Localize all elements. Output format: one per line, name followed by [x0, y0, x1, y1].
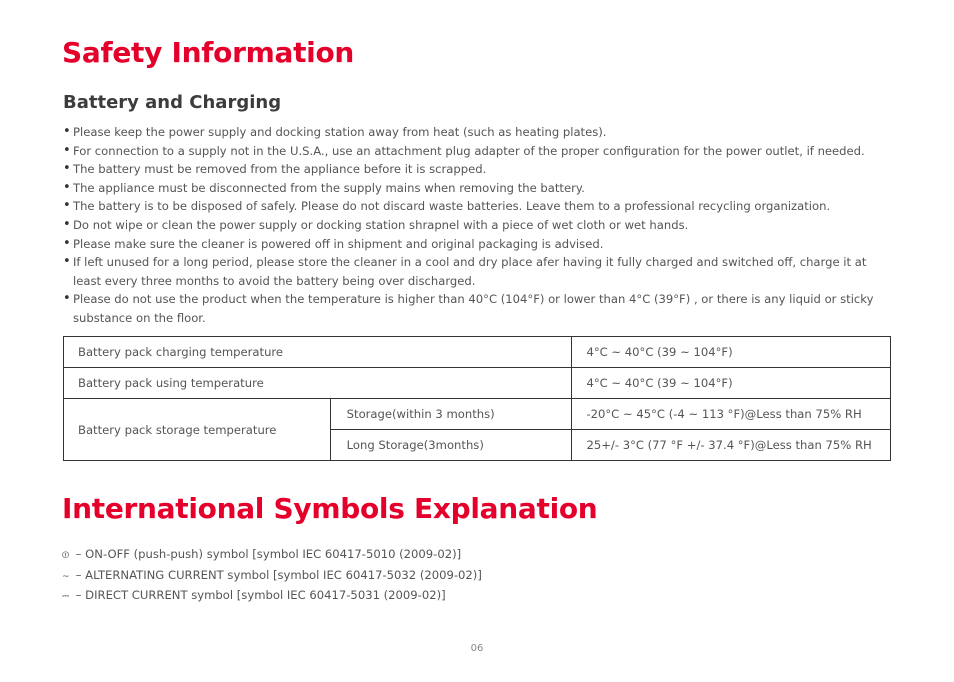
- table-cell-sublabel: Long Storage(3months): [330, 430, 572, 461]
- table-cell-value: 4°C ~ 40°C (39 ~ 104°F): [572, 368, 891, 399]
- bullet-icon: •: [63, 142, 71, 158]
- list-item: • Please make sure the cleaner is powered off in shipment and original packaging is advised.: [63, 235, 883, 254]
- safety-bullet-list: [63, 123, 883, 328]
- table-cell-label: Battery pack storage temperature: [64, 399, 331, 461]
- bullet-icon: •: [63, 124, 71, 139]
- symbols-list: [62, 545, 762, 607]
- table-cell-sublabel: Storage(within 3 months): [330, 399, 572, 430]
- list-item: ⏼ – ON-OFF (push-push) symbol [symbol IEC 60417-5010 (2009-02)]: [62, 545, 762, 566]
- list-item: • Please keep the power supply and docking station away from heat (such as heating plates).: [63, 123, 883, 142]
- table-cell-value: 4°C ~ 40°C (39 ~ 104°F): [572, 337, 891, 368]
- table-cell-label: Battery pack using temperature: [64, 368, 572, 399]
- bullet-icon: •: [63, 161, 71, 177]
- section-title-battery-charging: Battery and Charging: [63, 92, 282, 113]
- page-number: 06: [470, 643, 484, 654]
- bullet-icon: •: [63, 198, 71, 214]
- on-off-icon: ⏼: [62, 551, 70, 561]
- bullet-icon: •: [63, 216, 71, 232]
- section-title-symbols: International Symbols Explanation: [62, 492, 598, 525]
- list-item: • Do not wipe or clean the power supply or docking station shrapnel with a piece of wet cloth or wet hands.: [63, 216, 883, 235]
- table-row: [64, 337, 891, 368]
- list-item: ⎓ – DIRECT CURRENT symbol [symbol IEC 60417-5031 (2009-02)]: [62, 586, 762, 607]
- list-item: • The battery is to be disposed of safely. Please do not discard waste batteries. Leave them to a professional recycling organization.: [63, 197, 883, 216]
- bullet-icon: •: [63, 235, 71, 251]
- list-item: • The battery must be removed from the appliance before it is scrapped.: [63, 160, 883, 179]
- table-row: [64, 399, 891, 430]
- battery-temperature-table: [63, 336, 891, 461]
- list-item: • If left unused for a long period, please store the cleaner in a cool and dry place afer having it fully charged and switched off, charge it at least every three months to avoid the battery being over discharged.: [63, 254, 867, 288]
- table-cell-value: 25+/- 3°C (77 °F +/- 37.4 °F)@Less than 75% RH: [572, 430, 891, 461]
- table-cell-value: -20°C ~ 45°C (-4 ~ 113 °F)@Less than 75% RH: [572, 399, 891, 430]
- list-item: • For connection to a supply not in the U.S.A., use an attachment plug adapter of the proper configuration for the power outlet, if needed.: [63, 142, 883, 161]
- list-item: • The appliance must be disconnected from the supply mains when removing the battery.: [63, 179, 883, 198]
- table-cell-label: Battery pack charging temperature: [64, 337, 572, 368]
- table-row: [64, 368, 891, 399]
- bullet-icon: •: [63, 254, 71, 270]
- list-item: • Please do not use the product when the temperature is higher than 40°C (104°F) or lower than 4°C (39°F) , or there is any liquid or sticky substance on the floor.: [63, 291, 874, 325]
- dc-current-icon: ⎓: [62, 592, 70, 603]
- bullet-icon: •: [63, 291, 71, 307]
- ac-current-icon: ~: [62, 571, 70, 582]
- page-title: Safety Information: [62, 36, 355, 69]
- list-item: ~ – ALTERNATING CURRENT symbol [symbol IEC 60417-5032 (2009-02)]: [62, 566, 762, 587]
- bullet-icon: •: [63, 179, 71, 195]
